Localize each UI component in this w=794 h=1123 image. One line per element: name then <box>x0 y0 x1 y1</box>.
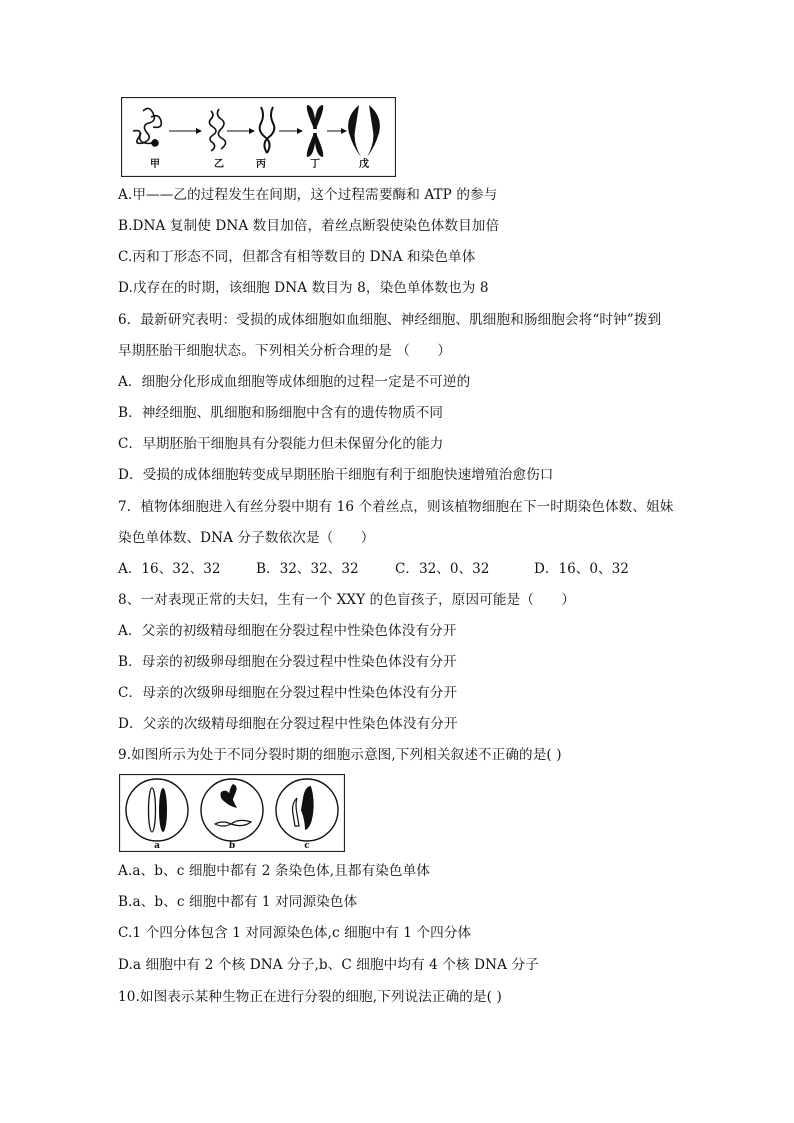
stage-label-ding: 丁 <box>310 159 320 170</box>
q9-option-c: C.1 个四分体包含 1 对同源染色体,c 细胞中有 1 个四分体 <box>118 925 472 941</box>
q6-option-a: A．细胞分化形成血细胞等成体细胞的过程一定是不可逆的 <box>118 374 471 390</box>
cell-label-a: a <box>154 841 160 851</box>
q7-option-c: C．32、0、32 <box>395 561 490 577</box>
stage-label-jia: 甲 <box>150 159 160 170</box>
q7-stem-line1: 7．植物体细胞进入有丝分裂中期有 16 个着丝点，则该植物细胞在下一时期染色体数、姐妹 <box>118 499 674 515</box>
q8-option-d: D．父亲的次级精母细胞在分裂过程中性染色体没有分开 <box>118 716 458 732</box>
q5-option-c: C.丙和丁形态不同，但都含有相等数目的 DNA 和染色单体 <box>118 249 476 265</box>
q6-option-d: D．受损的成体细胞转变成早期胚胎干细胞有利于细胞快速增殖治愈伤口 <box>118 467 554 483</box>
q9-stem: 9.如图所示为处于不同分裂时期的细胞示意图,下列相关叙述不正确的是( ) <box>118 747 562 763</box>
q8-option-b: B．母亲的初级卵母细胞在分裂过程中性染色体没有分开 <box>118 654 457 670</box>
q9-option-a: A.a、b、c 细胞中都有 2 条染色体,且都有染色单体 <box>118 863 430 879</box>
chromosome-stage-figure <box>121 97 396 177</box>
q7-option-a: A．16、32、32 <box>118 561 221 577</box>
q8-stem: 8、一对表现正常的夫妇，生有一个 XXY 的色盲孩子，原因可能是（ ） <box>118 592 576 608</box>
q5-option-b: B.DNA 复制使 DNA 数目加倍，着丝点断裂使染色体数目加倍 <box>118 218 500 234</box>
q6-option-c: C．早期胚胎干细胞具有分裂能力但未保留分化的能力 <box>118 436 444 452</box>
q7-stem-line2: 染色单体数、DNA 分子数依次是（ ） <box>118 530 375 546</box>
stage-label-wu: 戊 <box>359 159 369 170</box>
cell-division-figure <box>119 774 345 852</box>
q5-option-d: D.戊存在的时期，该细胞 DNA 数目为 8，染色单体数也为 8 <box>118 280 489 296</box>
q7-option-d: D．16、0、32 <box>534 561 629 577</box>
stage-label-yi: 乙 <box>214 159 224 170</box>
stage-label-bing: 丙 <box>256 159 266 170</box>
q9-option-d: D.a 细胞中有 2 个核 DNA 分子,b、C 细胞中均有 4 个核 DNA 分子 <box>118 957 539 973</box>
q6-stem-line2: 早期胚胎干细胞状态。下列相关分析合理的是 （ ） <box>118 343 452 359</box>
q6-option-b: B．神经细胞、肌细胞和肠细胞中含有的遗传物质不同 <box>118 405 444 421</box>
q8-option-a: A．父亲的初级精母细胞在分裂过程中性染色体没有分开 <box>118 623 457 639</box>
cell-label-b: b <box>228 841 236 851</box>
q8-option-c: C．母亲的次级卵母细胞在分裂过程中性染色体没有分开 <box>118 685 458 701</box>
q9-option-b: B.a、b、c 细胞中都有 1 对同源染色体 <box>118 894 358 910</box>
cell-label-c: c <box>304 841 310 851</box>
q7-option-b: B．32、32、32 <box>256 561 359 577</box>
q5-option-a: A.甲——乙的过程发生在间期，这个过程需要酶和 ATP 的参与 <box>118 187 498 203</box>
q10-stem: 10.如图表示某种生物正在进行分裂的细胞,下列说法正确的是( ) <box>118 989 502 1005</box>
q6-stem-line1: 6．最新研究表明：受损的成体细胞如血细胞、神经细胞、肌细胞和肠细胞会将“时钟”拨到 <box>118 312 662 328</box>
